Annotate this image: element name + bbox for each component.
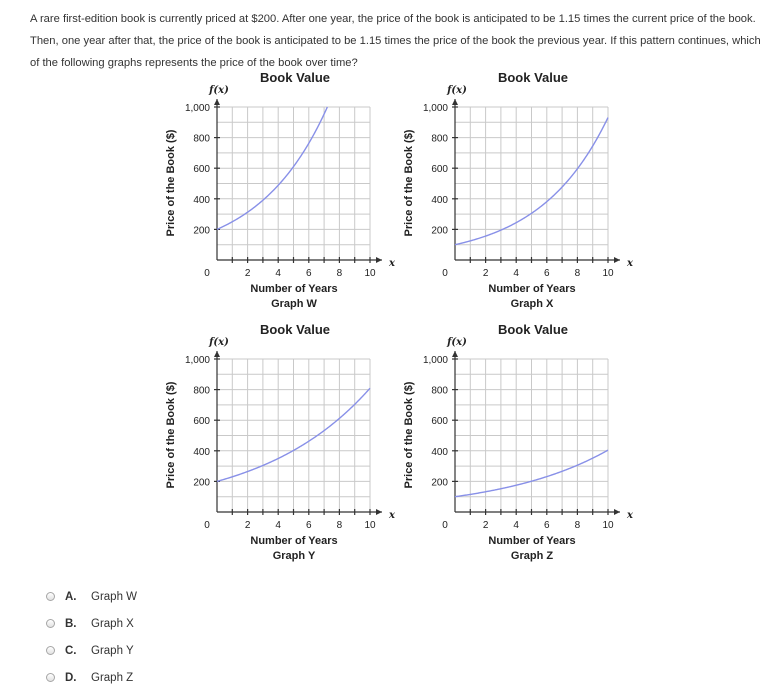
x-tick-label: 4: [275, 520, 281, 531]
y-tick-label: 600: [193, 416, 210, 428]
x-tick-label: 2: [482, 520, 489, 531]
graph-z: [403, 322, 634, 562]
y-tick-label: 400: [431, 194, 448, 206]
y-tick-label: 1,000: [184, 103, 210, 114]
x-axis-label: Number of Years: [488, 535, 576, 547]
y-tick-label: 200: [193, 477, 210, 489]
choice-b-letter: B.: [65, 617, 77, 630]
x-tick-label: 4: [513, 268, 519, 279]
y-tick-label: 800: [193, 133, 210, 145]
origin-label: 0: [442, 268, 448, 279]
choice-d-letter: D.: [65, 671, 77, 684]
y-tick-label: 200: [431, 225, 448, 237]
origin-label: 0: [204, 268, 210, 279]
chart-title: Book Value: [497, 322, 569, 337]
y-axis-label: Price of the Book ($): [165, 129, 177, 237]
choice-d[interactable]: [46, 664, 137, 691]
y-tick-label: 200: [193, 225, 210, 237]
y-tick-label: 400: [193, 194, 210, 206]
y-variable-label: f(x): [209, 337, 229, 348]
y-tick-label: 800: [431, 133, 448, 145]
x-tick-label: 4: [513, 520, 519, 531]
x-axis-arrow: [614, 509, 620, 515]
x-tick-label: 6: [544, 520, 550, 531]
y-tick-label: 400: [193, 446, 210, 458]
radio-a[interactable]: [46, 592, 55, 601]
y-tick-label: 800: [193, 385, 210, 397]
chart-title: Book Value: [259, 70, 331, 85]
y-variable-label: f(x): [447, 85, 467, 96]
graph-subtitle: Graph W: [271, 298, 317, 310]
y-tick-label: 200: [431, 477, 448, 489]
x-axis-label: Number of Years: [250, 283, 338, 295]
y-tick-label: 600: [431, 164, 448, 176]
choice-d-label: Graph Z: [91, 671, 134, 684]
x-tick-label: 10: [364, 268, 376, 279]
x-tick-label: 6: [306, 268, 312, 279]
x-tick-label: 6: [544, 268, 550, 279]
x-tick-label: 10: [602, 268, 614, 279]
x-axis-arrow: [376, 509, 382, 515]
x-variable-label: x: [389, 510, 395, 521]
x-tick-label: 8: [574, 520, 581, 531]
x-variable-label: x: [627, 258, 633, 269]
chart-title: Book Value: [259, 322, 331, 337]
y-axis-arrow: [214, 99, 220, 105]
x-axis-label: Number of Years: [488, 283, 576, 295]
graph-w: [165, 70, 396, 310]
y-tick-label: 600: [431, 416, 448, 428]
origin-label: 0: [442, 520, 448, 531]
y-tick-label: 1,000: [184, 355, 210, 366]
choice-a-letter: A.: [65, 590, 77, 603]
graph-x: [403, 70, 634, 310]
y-axis-arrow: [452, 351, 458, 357]
x-axis-arrow: [614, 257, 620, 263]
x-tick-label: 8: [336, 520, 343, 531]
radio-c[interactable]: [46, 646, 55, 655]
graph-subtitle: Graph X: [510, 298, 554, 310]
chart-title: Book Value: [497, 70, 569, 85]
x-variable-label: x: [627, 510, 633, 521]
radio-d[interactable]: [46, 673, 55, 682]
graph-y: [165, 322, 396, 562]
choice-c-letter: C.: [65, 644, 77, 657]
y-tick-label: 1,000: [422, 103, 448, 114]
x-axis-arrow: [376, 257, 382, 263]
y-tick-label: 800: [431, 385, 448, 397]
y-variable-label: f(x): [447, 337, 467, 348]
y-axis-arrow: [214, 351, 220, 357]
y-variable-label: f(x): [209, 85, 229, 96]
choice-c[interactable]: [46, 637, 137, 664]
x-tick-label: 2: [244, 268, 251, 279]
y-axis-label: Price of the Book ($): [403, 381, 415, 489]
answer-choices: [46, 583, 137, 691]
y-tick-label: 400: [431, 446, 448, 458]
x-tick-label: 2: [482, 268, 489, 279]
y-axis-label: Price of the Book ($): [165, 381, 177, 489]
y-axis-label: Price of the Book ($): [403, 129, 415, 237]
x-axis-label: Number of Years: [250, 535, 338, 547]
question-text: A rare first-edition book is currently priced at $200. After one year, the price of the book is anticipated to be 1.15 times the current price of the book. Then, one year after that, the price of the book is anticipated to be 1.15 times the price of the book the previous year. If this pattern continues, which of the following graphs represents the price of the book over time?: [30, 13, 761, 69]
graph-subtitle: Graph Y: [272, 550, 316, 562]
x-tick-label: 8: [336, 268, 343, 279]
y-tick-label: 1,000: [422, 355, 448, 366]
radio-b[interactable]: [46, 619, 55, 628]
x-tick-label: 10: [364, 520, 376, 531]
choice-a-label: Graph W: [91, 590, 138, 603]
x-variable-label: x: [389, 258, 395, 269]
x-tick-label: 10: [602, 520, 614, 531]
x-tick-label: 4: [275, 268, 281, 279]
y-axis-arrow: [452, 99, 458, 105]
choice-b[interactable]: [46, 610, 137, 637]
x-tick-label: 8: [574, 268, 581, 279]
choice-c-label: Graph Y: [91, 644, 134, 657]
graph-subtitle: Graph Z: [510, 550, 554, 562]
choice-a[interactable]: [46, 583, 137, 610]
y-tick-label: 600: [193, 164, 210, 176]
choice-b-label: Graph X: [91, 617, 134, 630]
x-tick-label: 2: [244, 520, 251, 531]
origin-label: 0: [204, 520, 210, 531]
x-tick-label: 6: [306, 520, 312, 531]
